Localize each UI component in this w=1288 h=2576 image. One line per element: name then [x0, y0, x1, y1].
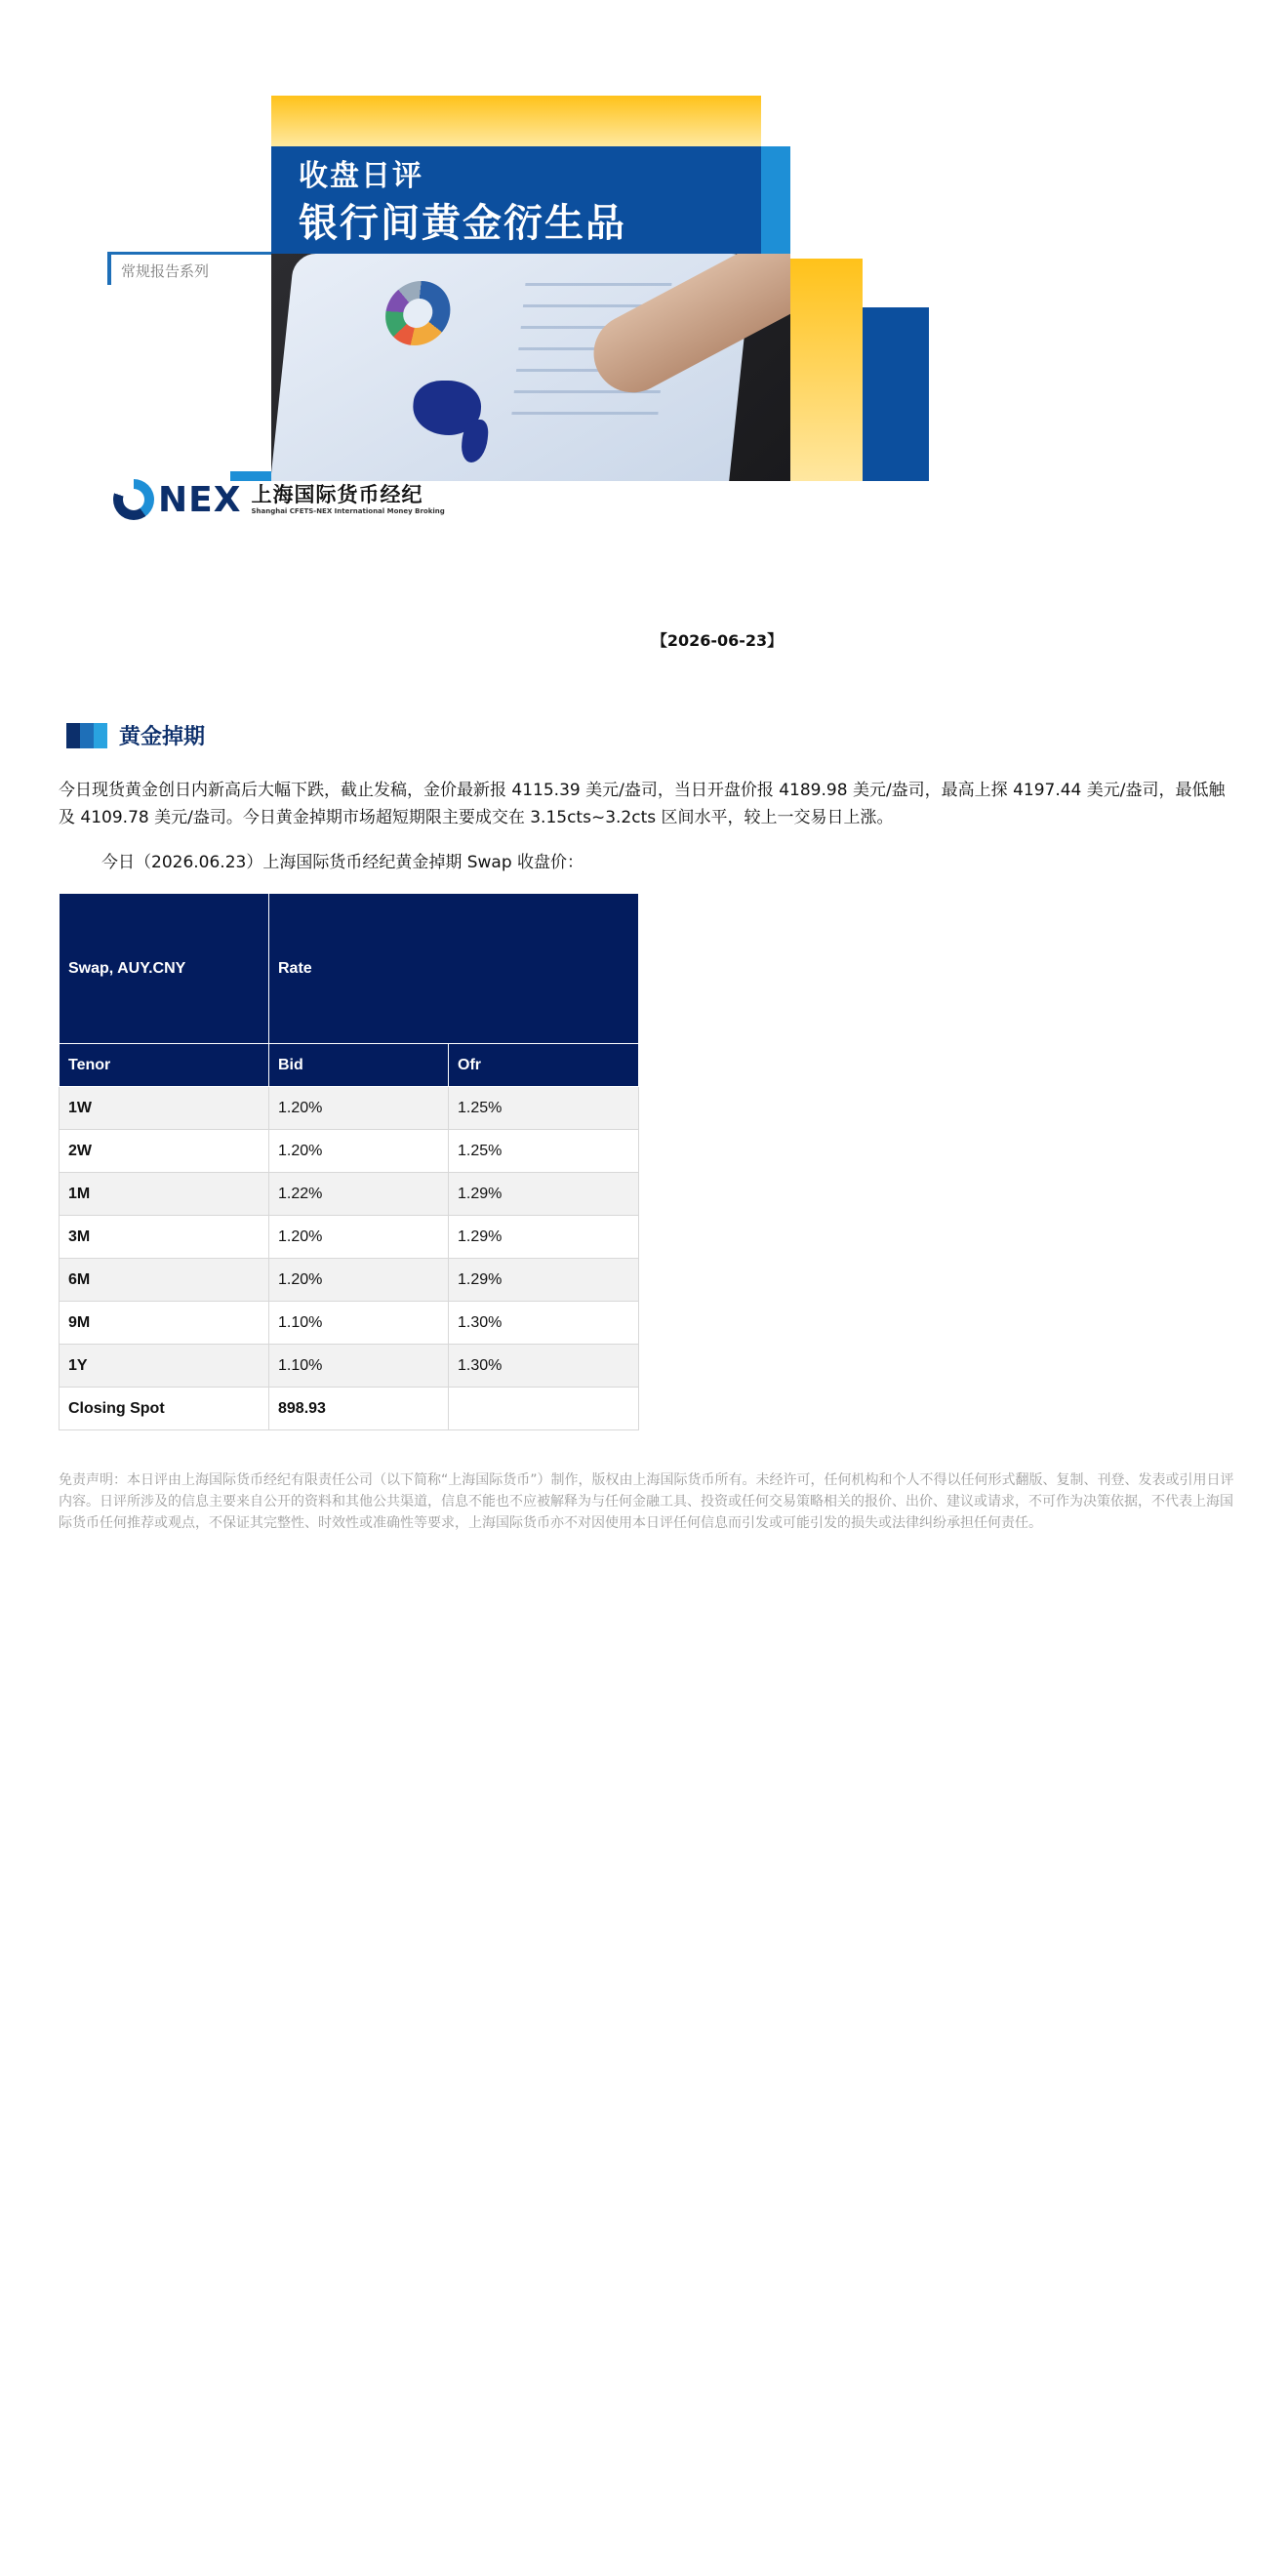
- closing-spot-row: [60, 1388, 639, 1430]
- cell-ofr: 1.30%: [449, 1345, 639, 1388]
- closing-spot-label: Closing Spot: [60, 1388, 269, 1430]
- logo-company-name: [251, 483, 444, 516]
- company-logo: [113, 478, 445, 521]
- cell-tenor: 1M: [60, 1173, 269, 1216]
- cell-bid: 1.20%: [269, 1216, 449, 1259]
- banner-title-box: [271, 146, 761, 254]
- table-header-top: [60, 894, 639, 1044]
- report-date: 【2026-06-23】: [651, 631, 784, 650]
- cell-ofr: 1.29%: [449, 1173, 639, 1216]
- cell-bid: 1.20%: [269, 1259, 449, 1302]
- cell-ofr: 1.29%: [449, 1216, 639, 1259]
- series-label: 常规报告系列: [107, 252, 273, 285]
- cell-bid: 1.22%: [269, 1173, 449, 1216]
- market-summary-paragraph: 今日现货黄金创日内新高后大幅下跌，截止发稿，金价最新报 4115.39 美元/盎司，当日开盘价报 4189.98 美元/盎司，最高上探 4197.44 美元/盎司，最低触及 4109.78 美元/盎司。今日黄金掉期市场超短期限主要成交在 3.15cts~3.2cts 区间水平，较上一交易日上涨。: [59, 781, 1226, 827]
- cell-ofr: 1.30%: [449, 1302, 639, 1345]
- table-header-rate: Rate: [269, 894, 639, 1044]
- banner-yellow-bar: [271, 96, 761, 146]
- cell-ofr: 1.29%: [449, 1259, 639, 1302]
- table-row: [60, 1130, 639, 1173]
- logo-wordmark: NEX: [158, 479, 242, 520]
- swap-rate-table: [59, 893, 639, 1430]
- table-row: [60, 1216, 639, 1259]
- donut-chart-graphic: [382, 281, 454, 345]
- col-header-bid: Bid: [269, 1044, 449, 1087]
- logo-name-en: Shanghai CFETS-NEX International Money Broking: [251, 507, 445, 515]
- cell-bid: 1.20%: [269, 1087, 449, 1130]
- section-heading: [66, 720, 205, 750]
- table-row: [60, 1259, 639, 1302]
- table-header-columns: [60, 1044, 639, 1087]
- cell-ofr: 1.25%: [449, 1087, 639, 1130]
- cell-bid: 1.10%: [269, 1302, 449, 1345]
- table-row: [60, 1345, 639, 1388]
- banner-blue-block: [863, 307, 929, 481]
- report-type-title: 收盘日评: [299, 159, 423, 193]
- table-row: [60, 1302, 639, 1345]
- table-row: [60, 1087, 639, 1130]
- disclaimer-text: 免责声明：本日评由上海国际货币经纪有限责任公司（以下简称“上海国际货币”）制作，版权由上海国际货币所有。未经许可，任何机构和个人不得以任何形式翻版、复制、刊登、发表或引用日评内容。日评所涉及的信息主要来自公开的资料和其他公共渠道，信息不能也不应被解释为与任何金融工具、投资或任何交易策略相关的报价、出价、建议或请求，不可作为决策依据，不代表上海国际货币任何推荐或观点，不保证其完整性、时效性或准确性等要求，上海国际货币亦不对因使用本日评任何信息而引发或可能引发的损失或法律纠纷承担任何责任。: [59, 1472, 1234, 1531]
- cell-tenor: 9M: [60, 1302, 269, 1345]
- section-bars-icon: [66, 723, 107, 748]
- logo-name-cn: 上海国际货币经纪: [251, 483, 423, 506]
- cell-tenor: 2W: [60, 1130, 269, 1173]
- col-header-tenor: Tenor: [60, 1044, 269, 1087]
- cover-photo: [271, 254, 790, 481]
- banner-yellow-block: [790, 259, 863, 481]
- logo-c-icon: [113, 479, 154, 520]
- cell-tenor: 6M: [60, 1259, 269, 1302]
- closing-spot-value: 898.93: [269, 1388, 449, 1430]
- cell-tenor: 3M: [60, 1216, 269, 1259]
- cell-bid: 1.10%: [269, 1345, 449, 1388]
- report-main-title: 银行间黄金衍生品: [299, 201, 626, 246]
- cell-bid: 1.20%: [269, 1130, 449, 1173]
- closing-spot-empty: [449, 1388, 639, 1430]
- cell-tenor: 1W: [60, 1087, 269, 1130]
- col-header-ofr: Ofr: [449, 1044, 639, 1087]
- table-intro-paragraph: 今日（2026.06.23）上海国际货币经纪黄金掉期 Swap 收盘价：: [101, 853, 584, 872]
- cell-ofr: 1.25%: [449, 1130, 639, 1173]
- cell-tenor: 1Y: [60, 1345, 269, 1388]
- table-header-swap: Swap, AUY.CNY: [60, 894, 269, 1044]
- table-row: [60, 1173, 639, 1216]
- section-title: 黄金掉期: [119, 725, 206, 749]
- banner-blue-strip: [759, 146, 790, 254]
